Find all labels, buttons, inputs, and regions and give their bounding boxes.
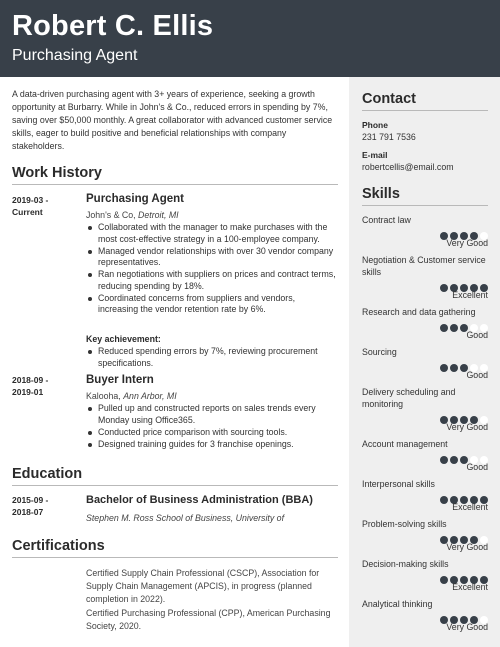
skill-name: Delivery scheduling and monitoring — [362, 387, 456, 409]
email-value: robertcellis@email.com — [362, 162, 454, 172]
education-date-start: 2015-09 - — [12, 495, 49, 505]
list-item: Designed training guides for 3 franchise openings. — [86, 439, 336, 451]
skill-item — [362, 347, 488, 381]
section-title-education: Education — [12, 466, 83, 482]
rating-dot-filled — [440, 284, 448, 292]
skill-name: Interpersonal skills — [362, 479, 435, 489]
candidate-name: Robert C. Ellis — [12, 10, 214, 42]
skill-name: Research and data gathering — [362, 307, 476, 317]
company-location: Ann Arbor, MI — [123, 391, 177, 401]
job-bullets — [86, 403, 336, 451]
email-label: E-mail — [362, 150, 388, 160]
rating-dot-filled — [440, 576, 448, 584]
list-item: Managed vendor relationships with over 30 vendor company representatives. — [86, 246, 336, 269]
skill-item — [362, 559, 488, 593]
rating-dot-filled — [440, 496, 448, 504]
skill-level: Very Good — [446, 422, 488, 432]
skill-name: Sourcing — [362, 347, 397, 357]
key-achievement-label: Key achievement: — [86, 334, 161, 344]
list-item: Conducted price comparison with sourcing tools. — [86, 427, 336, 439]
section-title-work-history: Work History — [12, 165, 102, 181]
phone-label: Phone — [362, 120, 388, 130]
phone-value: 231 791 7536 — [362, 132, 416, 142]
rating-dot-filled — [450, 324, 458, 332]
education-date-end: 2018-07 — [12, 507, 44, 517]
skill-name: Analytical thinking — [362, 599, 433, 609]
skill-level: Very Good — [446, 542, 488, 552]
rating-dot-filled — [440, 364, 448, 372]
skill-level: Excellent — [452, 582, 488, 592]
skill-level: Very Good — [446, 622, 488, 632]
job-company: Kalooha, Ann Arbor, MI — [86, 391, 177, 401]
company-location: Detroit, MI — [138, 210, 179, 220]
job-date-start: 2018-09 - — [12, 375, 49, 385]
skill-level: Good — [466, 330, 488, 340]
skill-level: Very Good — [446, 238, 488, 248]
skill-item — [362, 307, 488, 341]
certification-item: Certified Supply Chain Professional (CSCP), Association for Supply Chain Management (APCIS), in progress (planned completion in 2022). — [86, 568, 320, 604]
section-divider — [12, 485, 338, 486]
skill-name: Contract law — [362, 215, 411, 225]
skill-level: Excellent — [452, 502, 488, 512]
list-item: Ran negotiations with suppliers on prices and contract terms, reducing spending by 18%. — [86, 269, 336, 292]
education-degree: Bachelor of Business Administration (BBA) — [86, 494, 313, 506]
summary-text: A data-driven purchasing agent with 3+ years of experience, seeking a growth opportunity at Burbarry. While in John's & Co., reduced errors in spending by 7%, saving over $50,000 monthly. A great collaborator with advanced customer service skills, eager to build positive and beneficial relationships with company stakeholders. — [12, 89, 333, 151]
job-date-end: 2019-01 — [12, 387, 44, 397]
skill-item — [362, 599, 488, 633]
job-bullets — [86, 222, 336, 316]
section-divider — [362, 205, 488, 206]
job-company: John's & Co, Detroit, MI — [86, 210, 179, 220]
skill-item — [362, 255, 488, 301]
skill-level: Good — [466, 462, 488, 472]
company-name: John's & Co — [86, 210, 134, 220]
section-divider — [12, 557, 338, 558]
skill-name: Account management — [362, 439, 448, 449]
section-divider — [12, 184, 338, 185]
job-date-end: Current — [12, 207, 43, 217]
certification-item: Certified Purchasing Professional (CPP), American Purchasing Society, 2020. — [86, 608, 331, 631]
job-date-start: 2019-03 - — [12, 195, 49, 205]
key-achievement-bullets — [86, 346, 336, 370]
list-item: Reduced spending errors by 7%, reviewing procurement specifications. — [86, 346, 336, 369]
skill-level: Excellent — [452, 290, 488, 300]
list-item: Coordinated concerns from suppliers and vendors, increasing the vendor retention rate by 6%. — [86, 293, 336, 316]
candidate-title: Purchasing Agent — [12, 47, 138, 64]
skill-name: Problem-solving skills — [362, 519, 447, 529]
skill-name: Decision-making skills — [362, 559, 449, 569]
skill-name: Negotiation & Customer service skills — [362, 255, 486, 277]
resume-header — [0, 0, 500, 77]
skill-item — [362, 387, 488, 433]
skill-item — [362, 479, 488, 513]
skill-item — [362, 439, 488, 473]
section-title-certifications: Certifications — [12, 538, 105, 554]
rating-dot-filled — [450, 364, 458, 372]
education-school: Stephen M. Ross School of Business, University of — [86, 513, 285, 523]
section-divider — [362, 110, 488, 111]
job-title: Buyer Intern — [86, 374, 154, 386]
skill-item — [362, 519, 488, 553]
list-item: Collaborated with the manager to make purchases with the most cost-effective strategy in a 100-employee company. — [86, 222, 336, 245]
section-title-skills: Skills — [362, 186, 400, 202]
list-item: Pulled up and constructed reports on sales trends every Monday using Office365. — [86, 403, 336, 426]
rating-dot-filled — [440, 456, 448, 464]
rating-dot-filled — [450, 456, 458, 464]
company-name: Kalooha — [86, 391, 119, 401]
rating-dot-filled — [440, 324, 448, 332]
job-title: Purchasing Agent — [86, 193, 184, 205]
skill-level: Good — [466, 370, 488, 380]
skill-item — [362, 215, 488, 249]
section-title-contact: Contact — [362, 91, 416, 107]
